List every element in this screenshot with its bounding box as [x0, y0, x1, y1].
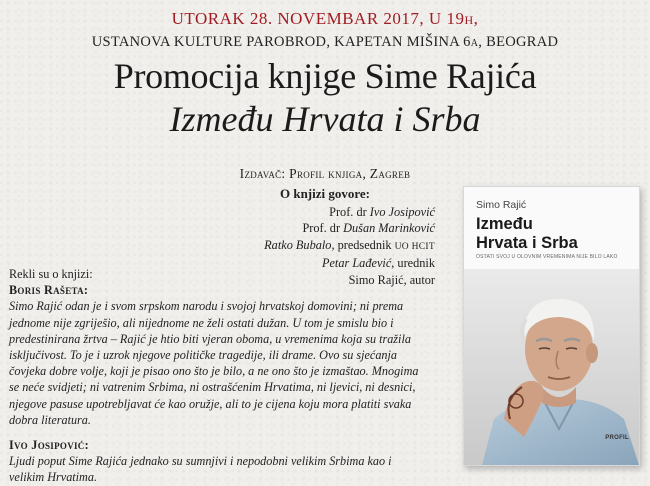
- speaker-row: [215, 237, 435, 255]
- quote-text: Simo Rajić odan je i svom srpskom narodu i svojoj hrvatskoj domovini; ni prema jednome nije zgriješio, ali nijednome ne želi ostati dužan. U tom je smislu bio i predestinirana žrtva – Rajić je htio biti vjeran oboma, u vremenima koja su tražila isključivost. To je i uzrok njegove političke tragedije, ili drame. Ovo su sjećanja čovjeka dobre volje, koji je pisao ono što je bilo, a ne ono što je izmaštao. Mnogima se neće svidjeti; ni vatrenim Srbima, ni ostrašćenim Hrvatima, ni ljevici, ni desnici, njegove pasuse upotrebljavat će kao oružje, ali to je cijena koju mora platiti svaka dobra literatura.: [9, 299, 419, 427]
- speaker-name: Petar Lađević: [321, 256, 392, 271]
- quotes-heading: Rekli su o knjizi:: [9, 267, 93, 281]
- event-date-line: UTORAK 28. NOVEMBAR 2017, U 19h,: [171, 9, 479, 28]
- speaker-role: , urednik: [391, 256, 435, 271]
- speaker-row: [215, 220, 435, 236]
- event-venue-line: USTANOVA KULTURE PAROBROD, KAPETAN MIŠINA 6a, BEOGRAD: [91, 34, 559, 50]
- speaker-name: Ivo Josipović: [369, 205, 435, 219]
- speaker-name: Dušan Marinković: [343, 221, 435, 236]
- speaker-role: , predsednik: [331, 237, 395, 252]
- quote-author: Ivo Josipović:: [9, 438, 89, 453]
- quotes-section: [9, 266, 429, 486]
- quote-author: Boris Rašeta:: [9, 283, 89, 298]
- book-cover: [463, 186, 640, 466]
- book-cover-publisher: PROFIL: [605, 435, 629, 441]
- spacer: [9, 428, 429, 437]
- book-subtitle: Između Hrvata i Srba: [169, 99, 481, 139]
- speakers-heading: O knjizi govore:: [279, 186, 371, 201]
- book-cover-author: Simo Rajić: [476, 199, 527, 211]
- book-cover-title: [476, 215, 578, 253]
- book-cover-title-line: Hrvata i Srba: [476, 234, 578, 252]
- book-cover-title-line: Između: [476, 215, 533, 233]
- page-title: Promocija knjige Sime Rajića: [113, 56, 537, 96]
- speaker-org: UO HCIT: [394, 241, 435, 252]
- speaker-row: [215, 204, 435, 220]
- book-cover-tagline: OSTATI SVOJ U OLOVNIM VREMENIMA NIJE BILO LAKO: [476, 254, 618, 260]
- speaker-prefix: Prof. dr: [302, 221, 344, 236]
- speaker-role: Simo Rajić, autor: [348, 272, 435, 287]
- speaker-prefix: Prof. dr: [329, 205, 370, 219]
- speaker-name: Ratko Bubalo: [264, 237, 332, 252]
- quote-text: Ljudi poput Sime Rajića jednako su sumnjivi i nepodobni velikim Srbima kao i velikim Hrvatima.: [9, 454, 392, 485]
- publisher-line: Izdavač: Profil knjiga, Zagreb: [239, 166, 411, 181]
